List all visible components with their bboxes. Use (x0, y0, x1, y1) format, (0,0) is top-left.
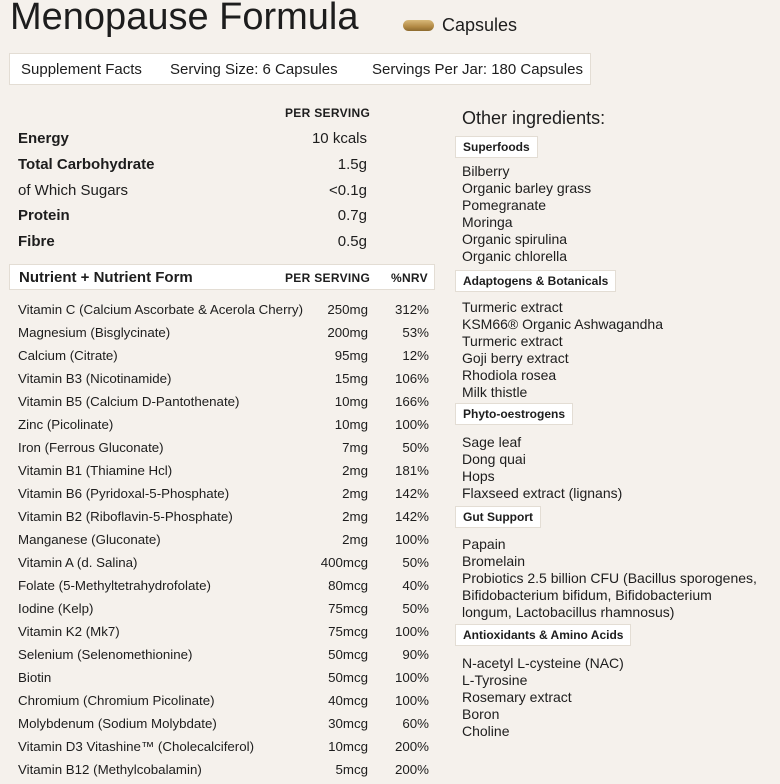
nutrient-amount: 2mg (342, 509, 368, 524)
nutrient-amount: 2mg (342, 532, 368, 547)
nutrient-nrv: 100% (394, 670, 429, 685)
nutrient-amount: 10mcg (328, 739, 368, 754)
nutrition-value-fibre: 0.5g (337, 233, 367, 250)
nutrient-nrv: 200% (394, 739, 429, 754)
list-item: Organic chlorella (462, 248, 568, 264)
nutrient-name: Vitamin A (d. Salina) (18, 555, 138, 570)
nutrient-name: Vitamin B2 (Riboflavin-5-Phosphate) (18, 509, 233, 524)
table-row (0, 416, 440, 439)
table-row (0, 439, 440, 462)
nutrient-amount: 30mcg (328, 716, 368, 731)
nutrient-name: Calcium (Citrate) (18, 348, 118, 363)
nutrient-nrv: 60% (402, 716, 429, 731)
nutrient-nrv: 90% (402, 647, 429, 662)
nutrition-value-sugars: <0.1g (329, 182, 367, 199)
other-ingredients-title: Other ingredients: (462, 108, 606, 128)
nutrition-value-protein: 0.7g (337, 207, 367, 224)
nutrient-amount: 2mg (342, 486, 368, 501)
nutrient-amount: 80mcg (328, 578, 368, 593)
nutrition-label-energy: Energy (18, 130, 69, 147)
list-item: Rosemary extract (462, 689, 572, 705)
nutrient-table-header (9, 264, 435, 290)
table-row (0, 531, 440, 554)
list-item: Pomegranate (462, 197, 547, 213)
page-title: Menopause Formula (10, 0, 359, 38)
list-item: longum, Lactobacillus rhamnosus) (462, 604, 675, 620)
nutrient-name: Chromium (Chromium Picolinate) (18, 693, 215, 708)
nutrient-nrv: 12% (402, 348, 429, 363)
list-item: Rhodiola rosea (462, 367, 557, 383)
nutrient-name: Selenium (Selenomethionine) (18, 647, 193, 662)
nutrient-amount: 5mcg (335, 762, 368, 777)
nutrition-value-carbohydrate: 1.5g (337, 156, 367, 173)
nutrient-nrv: 100% (394, 417, 429, 432)
nutrient-name: Vitamin K2 (Mk7) (18, 624, 120, 639)
table-row (0, 692, 440, 715)
nutrition-per-serving-header: PER SERVING (285, 106, 371, 120)
table-row (0, 485, 440, 508)
table-row (0, 761, 440, 784)
nutrient-nrv: 53% (402, 325, 429, 340)
nutrient-amount: 15mg (334, 371, 368, 386)
nutrient-name: Zinc (Picolinate) (18, 417, 114, 432)
list-item: Turmeric extract (462, 333, 563, 349)
nutrition-value-energy: 10 kcals (311, 130, 367, 147)
nutrient-name: Folate (5-Methyltetrahydrofolate) (18, 578, 211, 593)
table-row (0, 462, 440, 485)
table-row (0, 669, 440, 692)
nutrient-name: Vitamin C (Calcium Ascorbate & Acerola Cherry) (18, 302, 303, 317)
nutrient-amount: 7mg (342, 440, 368, 455)
category-gut-support: Gut Support (455, 506, 541, 528)
category-antioxidants: Antioxidants & Amino Acids (455, 624, 631, 646)
list-item: Turmeric extract (462, 299, 563, 315)
list-item: Dong quai (462, 451, 526, 467)
supplement-facts-label: Supplement Facts (21, 61, 142, 78)
list-item: Bromelain (462, 553, 526, 569)
nutrient-amount: 95mg (334, 348, 368, 363)
list-item: Organic spirulina (462, 231, 568, 247)
table-row (0, 646, 440, 669)
nutrient-name: Vitamin B3 (Nicotinamide) (18, 371, 172, 386)
nutrient-name: Manganese (Gluconate) (18, 532, 161, 547)
nutrient-nrv: 312% (394, 302, 429, 317)
nutrient-name: Iodine (Kelp) (18, 601, 94, 616)
list-item: Flaxseed extract (lignans) (462, 485, 623, 501)
table-row (0, 554, 440, 577)
nutrient-amount: 40mcg (328, 693, 368, 708)
nutrient-nrv: 200% (394, 762, 429, 777)
nutrient-name: Vitamin B12 (Methylcobalamin) (18, 762, 202, 777)
nutrition-label-carbohydrate: Total Carbohydrate (18, 156, 155, 173)
list-item: L-Tyrosine (462, 672, 528, 688)
list-item: Papain (462, 536, 506, 552)
category-phyto-oestrogens: Phyto-oestrogens (455, 403, 573, 425)
table-row (0, 393, 440, 416)
table-row (0, 738, 440, 761)
table-row (0, 600, 440, 623)
list-item: Hops (462, 468, 495, 484)
supplement-facts-bar (9, 53, 591, 85)
nutrient-nrv: 166% (394, 394, 429, 409)
table-row (0, 370, 440, 393)
nutrient-name: Vitamin D3 Vitashine™ (Cholecalciferol) (18, 739, 255, 754)
nutrition-label-protein: Protein (18, 207, 70, 224)
nutrient-amount: 250mg (327, 302, 368, 317)
list-item: Milk thistle (462, 384, 528, 400)
category-adaptogens: Adaptogens & Botanicals (455, 270, 616, 292)
nutrition-label-sugars: of Which Sugars (18, 182, 129, 199)
list-item: Boron (462, 706, 500, 722)
nutrient-nrv: 100% (394, 693, 429, 708)
nutrient-nrv: 100% (394, 624, 429, 639)
nutrient-name: Molybdenum (Sodium Molybdate) (18, 716, 217, 731)
nutrient-nrv: 142% (394, 509, 429, 524)
nutrient-nrv: 50% (402, 440, 429, 455)
nutrient-column-amount: PER SERVING (285, 271, 371, 285)
serving-size: Serving Size: 6 Capsules (170, 61, 338, 78)
nutrient-nrv: 181% (394, 463, 429, 478)
servings-per-jar: Servings Per Jar: 180 Capsules (372, 61, 583, 78)
nutrient-amount: 10mg (334, 417, 368, 432)
category-superfoods: Superfoods (455, 136, 538, 158)
list-item: Bilberry (462, 163, 510, 179)
capsule-tag (403, 14, 517, 36)
nutrient-name: Vitamin B5 (Calcium D-Pantothenate) (18, 394, 240, 409)
nutrient-amount: 400mcg (320, 555, 368, 570)
nutrient-name: Vitamin B6 (Pyridoxal-5-Phosphate) (18, 486, 230, 501)
nutrient-amount: 50mcg (328, 647, 368, 662)
table-row (0, 715, 440, 738)
nutrient-nrv: 142% (394, 486, 429, 501)
table-row (0, 577, 440, 600)
nutrient-nrv: 50% (402, 601, 429, 616)
nutrition-label-fibre: Fibre (18, 233, 55, 250)
nutrient-amount: 75mcg (328, 601, 368, 616)
list-item: KSM66® Organic Ashwagandha (462, 316, 663, 332)
nutrient-amount: 200mg (327, 325, 368, 340)
nutrient-name: Vitamin B1 (Thiamine Hcl) (18, 463, 173, 478)
nutrient-column-name: Nutrient + Nutrient Form (19, 269, 193, 286)
nutrient-amount: 10mg (334, 394, 368, 409)
table-row (0, 324, 440, 347)
table-row (0, 301, 440, 324)
nutrient-amount: 75mcg (328, 624, 368, 639)
list-item: Probiotics 2.5 billion CFU (Bacillus sporogenes, (462, 570, 757, 586)
list-item: Moringa (462, 214, 513, 230)
nutrient-name: Iron (Ferrous Gluconate) (18, 440, 164, 455)
table-row (0, 347, 440, 370)
capsule-label: Capsules (442, 15, 518, 35)
table-row (0, 623, 440, 646)
list-item: Bifidobacterium bifidum, Bifidobacterium (462, 587, 712, 603)
table-row (0, 508, 440, 531)
nutrient-nrv: 40% (402, 578, 429, 593)
nutrient-name: Magnesium (Bisglycinate) (18, 325, 171, 340)
capsule-icon (403, 20, 434, 31)
nutrient-amount: 2mg (342, 463, 368, 478)
list-item: Choline (462, 723, 510, 739)
nutrient-nrv: 100% (394, 532, 429, 547)
nutrient-nrv: 106% (394, 371, 429, 386)
nutrient-amount: 50mcg (328, 670, 368, 685)
list-item: Sage leaf (462, 434, 522, 450)
list-item: N-acetyl L-cysteine (NAC) (462, 655, 624, 671)
list-item: Goji berry extract (462, 350, 569, 366)
list-item: Organic barley grass (462, 180, 592, 196)
nutrient-nrv: 50% (402, 555, 429, 570)
nutrient-name: Biotin (18, 670, 52, 685)
nutrient-column-nrv: %NRV (391, 271, 428, 285)
